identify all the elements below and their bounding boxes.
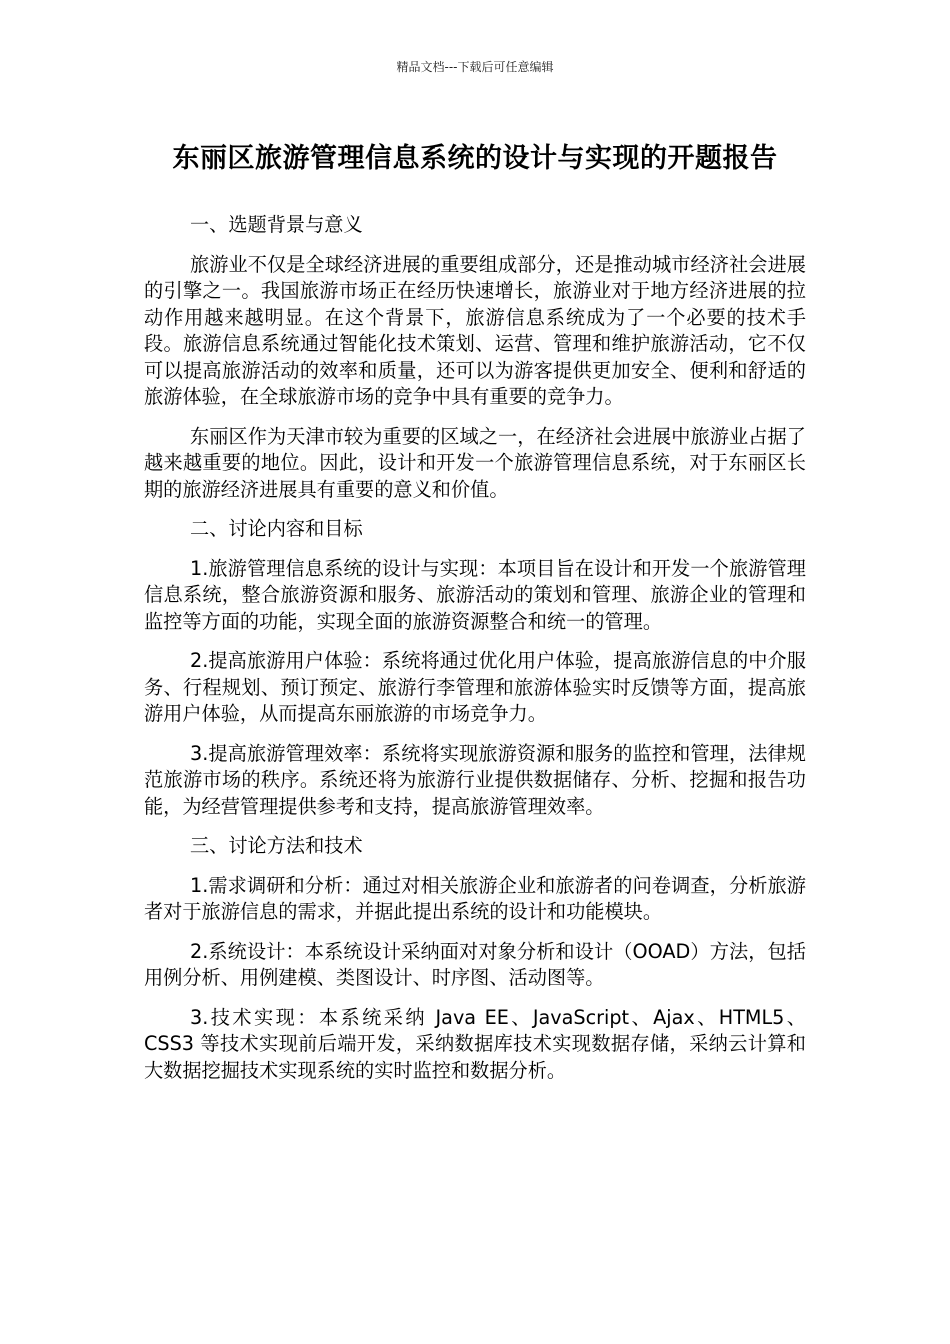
paragraph: 1.需求调研和分析：通过对相关旅游企业和旅游者的问卷调查，分析旅游者对于旅游信息的需求，并据此提出系统的设计和功能模块。: [144, 873, 806, 923]
page-header-note: 精品文档---下载后可任意编辑: [396, 60, 554, 74]
section-heading: 二、讨论内容和目标: [190, 517, 363, 540]
paragraph: 1.旅游管理信息系统的设计与实现：本项目旨在设计和开发一个旅游管理信息系统，整合旅游资源和服务、旅游活动的策划和管理、旅游企业的管理和监控等方面的功能，实现全面的旅游资源整合和统一的管理。: [144, 556, 806, 633]
paragraph: 2.系统设计：本系统设计采纳面对对象分析和设计（OOAD）方法，包括用例分析、用例建模、类图设计、时序图、活动图等。: [144, 939, 806, 989]
document-title: 东丽区旅游管理信息系统的设计与实现的开题报告: [172, 143, 778, 174]
paragraph: 3.提高旅游管理效率：系统将实现旅游资源和服务的监控和管理，法律规范旅游市场的秩序。系统还将为旅游行业提供数据储存、分析、挖掘和报告功能，为经营管理提供参考和支持，提高旅游管理效率。: [144, 741, 806, 818]
paragraph: 东丽区作为天津市较为重要的区域之一，在经济社会进展中旅游业占据了越来越重要的地位。因此，设计和开发一个旅游管理信息系统，对于东丽区长期的旅游经济进展具有重要的意义和价值。: [144, 424, 806, 501]
paragraph: 3.技术实现：本系统采纳 Java EE、JavaScript、Ajax、HTML5、CSS3 等技术实现前后端开发，采纳数据库技术实现数据存储，采纳云计算和大数据挖掘技术实现系统的实时监控和数据分析。: [144, 1005, 806, 1082]
paragraph: 2.提高旅游用户体验：系统将通过优化用户体验，提高旅游信息的中介服务、行程规划、预订预定、旅游行李管理和旅游体验实时反馈等方面，提高旅游用户体验，从而提高东丽旅游的市场竞争力。: [144, 649, 806, 725]
paragraph: 旅游业不仅是全球经济进展的重要组成部分，还是推动城市经济社会进展的引擎之一。我国旅游市场正在经历快速增长，旅游业对于地方经济进展的拉动作用越来越明显。在这个背景下，旅游信息系统成为了一个必要的技术手段。旅游信息系统通过智能化技术策划、运营、管理和维护旅游活动，它不仅可以提高旅游活动的效率和质量，还可以为游客提供更加安全、便利和舒适的旅游体验，在全球旅游市场的竞争中具有重要的竞争力。: [144, 252, 806, 408]
document-body: [144, 212, 806, 1097]
section-heading: 三、讨论方法和技术: [190, 834, 363, 857]
section-heading: 一、选题背景与意义: [190, 213, 363, 236]
